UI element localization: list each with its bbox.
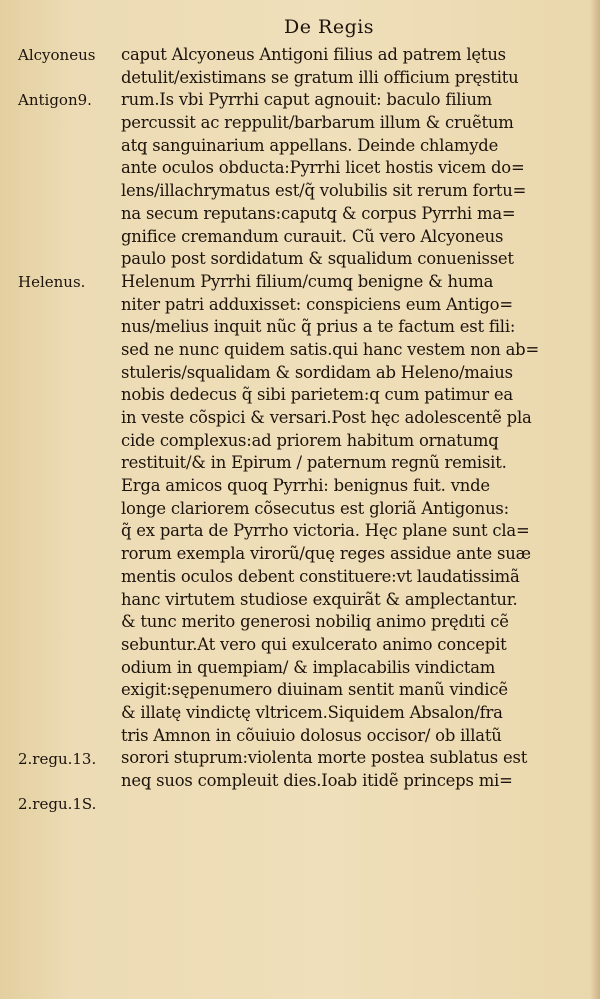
margin-note: 2.regu.13. — [18, 749, 97, 768]
margin-note: Helenus. — [18, 273, 86, 291]
text-line: sorori stuprum:violenta morte postea sublatus est — [121, 748, 528, 768]
text-line: niter patri adduxisset: conspiciens eum Antigo= — [121, 294, 513, 314]
margin-note: Antigon9. — [18, 91, 92, 110]
page-edge-shadow — [590, 0, 600, 999]
text-line: ante oculos obducta:Pyrrhi licet hostis vicem do= — [121, 158, 525, 178]
text-line: nus/melius inquit nũc q̃ prius a te factum est fili: — [121, 317, 516, 337]
text-line: mentis oculos debent constituere:vt laudatissimã — [121, 566, 520, 586]
text-line: sebuntur.At vero qui exulcerato animo concepit — [121, 634, 507, 654]
text-line: hanc virtutem studiose exquirãt & amplectantur. — [121, 589, 518, 609]
text-line: in veste cõspici & versari.Post hęc adolescentẽ pla — [121, 408, 532, 427]
text-line: stuleris/squalidam & sordidam ab Heleno/maius — [121, 362, 513, 382]
text-line: na secum reputans:caputq̧ & corpus Pyrrhi ma= — [121, 203, 516, 223]
text-line: atq̧ sanguinarium appellans. Deinde chlamyde — [121, 135, 499, 155]
text-line: Helenum Pyrrhi filium/cumq̧ benigne & huma — [121, 271, 494, 291]
text-line: sed ne nunc quidem satis.qui hanc vestem non ab= — [121, 339, 539, 359]
text-line: gnifice cremandum curauit. Cũ vero Alcyoneus — [121, 226, 504, 246]
text-line: rum.Is vbi Pyrrhi caput agnouit: baculo filium — [121, 90, 493, 110]
text-line: rorum exempla virorũ/quę reges assidue ante suæ — [121, 544, 531, 564]
margin-note: 2.regu.1S. — [18, 795, 97, 814]
text-line: & tunc merito generosi nobiliq̧ animo prędıti cẽ — [121, 612, 509, 632]
text-line: Erga amicos quoq̧ Pyrrhi: benignus fuit. vnde — [121, 476, 490, 496]
text-line: paulo post sordidatum & squalidum conuenisset — [121, 249, 514, 269]
text-line: & illatę vindictę vltricem.Siquidem Absalon/fra — [121, 702, 503, 722]
text-line: nobis dedecus q̃ sibi parietem:q cum patimur ea — [121, 385, 513, 405]
text-line: neq̧ suos compleuit dies.Ioab itidẽ princeps mi= — [121, 771, 513, 790]
text-line: lens/illachrymatus est/q̃ volubilis sit rerum fortu= — [121, 181, 527, 201]
text-line: caput Alcyoneus Antigoni filius ad patrem lętus — [121, 45, 506, 64]
body-text — [121, 44, 573, 793]
text-line: exigit:sępenumero diuinam sentit manũ vindicẽ — [121, 680, 508, 700]
text-line: cide complexus:ad priorem habitum ornatumq̧ — [121, 430, 499, 450]
text-line: percussit ac reppulit/barbarum illum & cruẽtum — [121, 113, 514, 133]
text-line: q̃ ex parta de Pyrrho victoria. Hęc plane sunt cla= — [121, 521, 530, 541]
running-title: De Regis — [284, 16, 375, 38]
text-line: tris Amnon in cõuiuio dolosus occisor/ ob illatũ — [121, 725, 502, 745]
text-line: odium in quempiam/ & implacabilis vindictam — [121, 657, 496, 677]
text-line: detulit/existimans se gratum illi officium pręstitu — [121, 67, 519, 87]
margin-note: Alcyoneus — [18, 46, 96, 64]
text-line: longe clariorem cõsecutus est gloriã Antigonus: — [121, 498, 509, 518]
text-line: restituit/& in Epirum / paternum regnũ remisit. — [121, 453, 507, 473]
